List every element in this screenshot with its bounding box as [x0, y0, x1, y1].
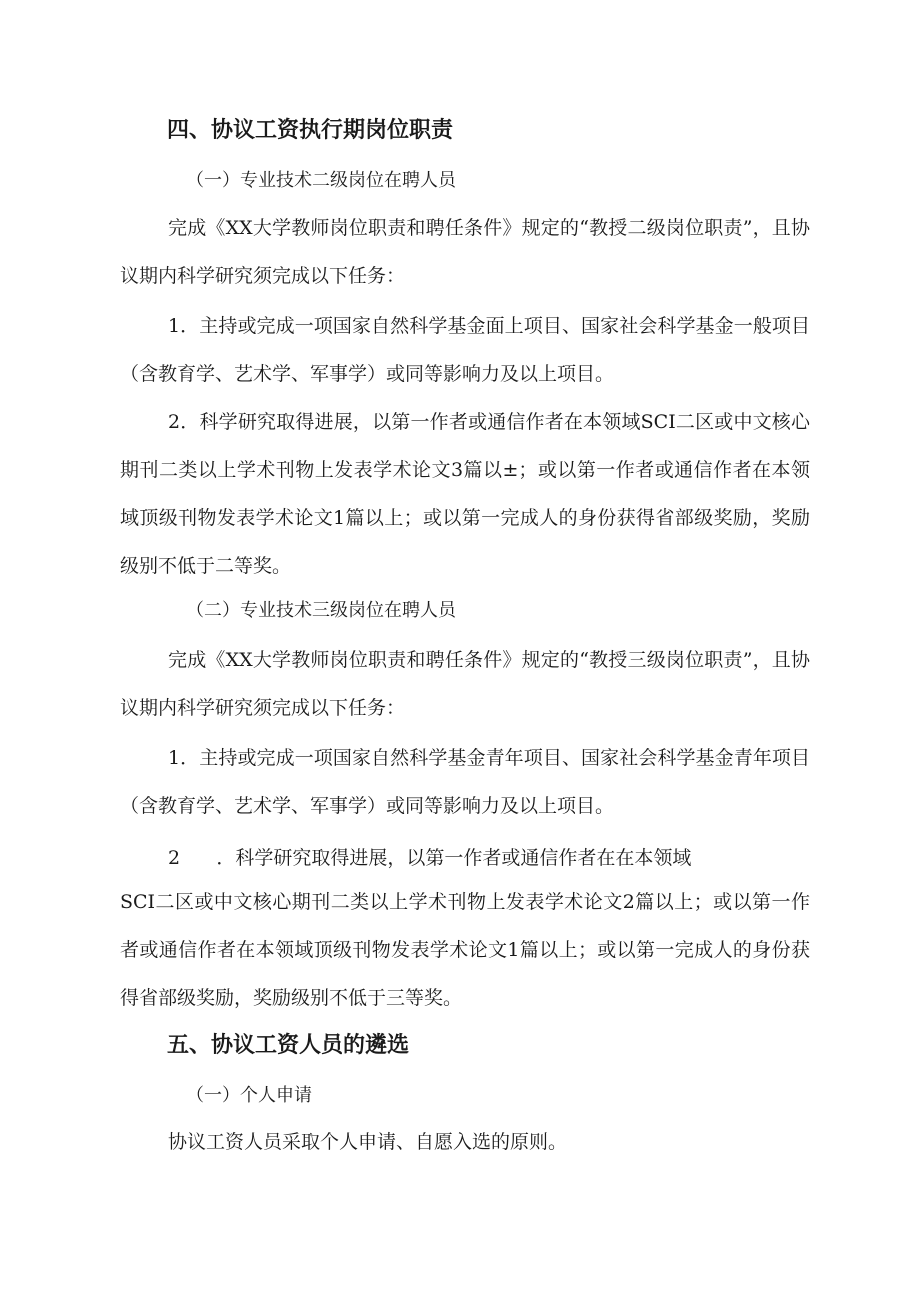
- section-5-subsection-1-text: 协议工资人员采取个人申请、自愿入选的原则。: [168, 1131, 568, 1153]
- subsection-2-item-2-rest: SCI二区或中文核心期刊二类以上学术刊物上发表学术论文2篇以上；或以第一作者或通信作者在本领域顶级刊物发表学术论文1篇以上；或以第一完成人的身份获得省部级奖励，奖励级别不低于三等奖。: [120, 891, 810, 1009]
- subsection-2-intro: 完成《XX大学教师岗位职责和聘任条件》规定的“教授三级岗位职责”，且协议期内科学研究须完成以下任务：: [120, 649, 810, 719]
- section-4-heading: 四、协议工资执行期岗位职责: [167, 118, 454, 143]
- subsection-2-item-2-first-line: 2 ．科学研究取得进展，以第一作者或通信作者在在本领域: [168, 847, 692, 869]
- subsection-1-intro: 完成《XX大学教师岗位职责和聘任条件》规定的“教授二级岗位职责”，且协议期内科学研究须完成以下任务：: [120, 217, 810, 287]
- subsection-2-title: （二）专业技术三级岗位在聘人员: [186, 600, 456, 621]
- subsection-1-item-1: 1．主持或完成一项国家自然科学基金面上项目、国家社会科学基金一般项目（含教育学、艺术学、军事学）或同等影响力及以上项目。: [120, 315, 810, 385]
- subsection-2-item-1: 1．主持或完成一项国家自然科学基金青年项目、国家社会科学基金青年项目（含教育学、艺术学、军事学）或同等影响力及以上项目。: [120, 747, 810, 817]
- section-5-subsection-1-title: （一）个人申请: [186, 1085, 312, 1106]
- subsection-1-title: （一）专业技术二级岗位在聘人员: [186, 170, 456, 191]
- section-5-heading: 五、协议工资人员的遴选: [167, 1033, 410, 1058]
- subsection-1-item-2: 2．科学研究取得进展，以第一作者或通信作者在本领域SCI二区或中文核心期刊二类以上学术刊物上发表学术论文3篇以±；或以第一作者或通信作者在本领域顶级刊物发表学术论文1篇以上；或以第一完成人的身份获得省部级奖励，奖励级别不低于二等奖。: [120, 411, 810, 577]
